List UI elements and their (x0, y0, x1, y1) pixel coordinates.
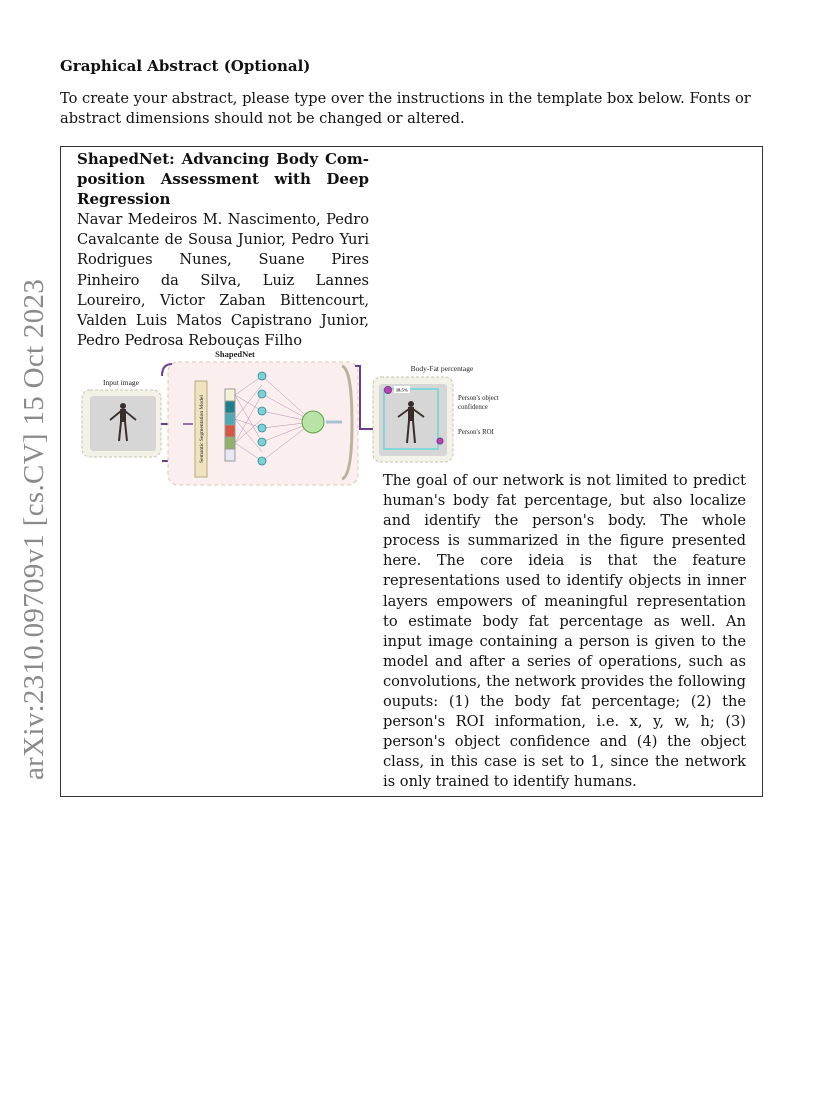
arxiv-identifier: arXiv:2310.09709v1 [cs.CV] 15 Oct 2023 (18, 278, 50, 780)
network-title: ShapedNet (215, 349, 255, 359)
author-list: Navar Medeiros M. Nascimento, Pedro Cavalcante de Sousa Junior, Pedro Yuri Rodrigues Nunes, Suane Pires Pinheiro da Silva, Luiz Lannes Loureiro, Victor Zaban Bittencourt, Valden Luis Matos Capistrano Junior, Pedro Pedrosa Rebouças Filho (77, 211, 369, 350)
output-node (302, 411, 324, 433)
section-heading: Graphical Abstract (Optional) (60, 57, 311, 75)
fat-indicator (385, 387, 392, 394)
output-title: Body-Fat percentage (410, 364, 474, 373)
template-instructions: To create your abstract, please type over the instructions in the template box below. Fonts or abstract dimensions should not be changed or altered. (60, 90, 751, 127)
segmentation-label: Semantic Segmentation Model (199, 395, 205, 463)
feature-map-stack (225, 389, 235, 461)
abstract-body: The goal of our network is not limited to predict human's body fat percentage, but also localize and identify the person's body. The whole process is summarized in the figure presented here. The core ideia is that the feature representations used to identify objects in inner layers empowers of meaningful representation to estimate body fat percentage as well. An input image containing a person is given to the model and after a series of operations, such as convolutions, the network provides the following ouputs: (1) the body fat percentage; (2) the person's ROI information, i.e. x, y, w, h; (3) person's object confidence and (4) the object class, in this case is set to 1, since the network is only trained to identify humans. (383, 472, 746, 791)
paper-title: ShapedNet: Advancing Body Composition Assessment with Deep Regression (77, 150, 369, 208)
roi-label: Person's ROI (458, 429, 494, 436)
input-label: Input image (102, 378, 140, 387)
confidence-indicator (437, 438, 443, 444)
fat-value: 18.5% (395, 387, 409, 393)
confidence-label-line2: confidence (458, 404, 488, 411)
confidence-label-line1: Person's object (458, 395, 499, 402)
